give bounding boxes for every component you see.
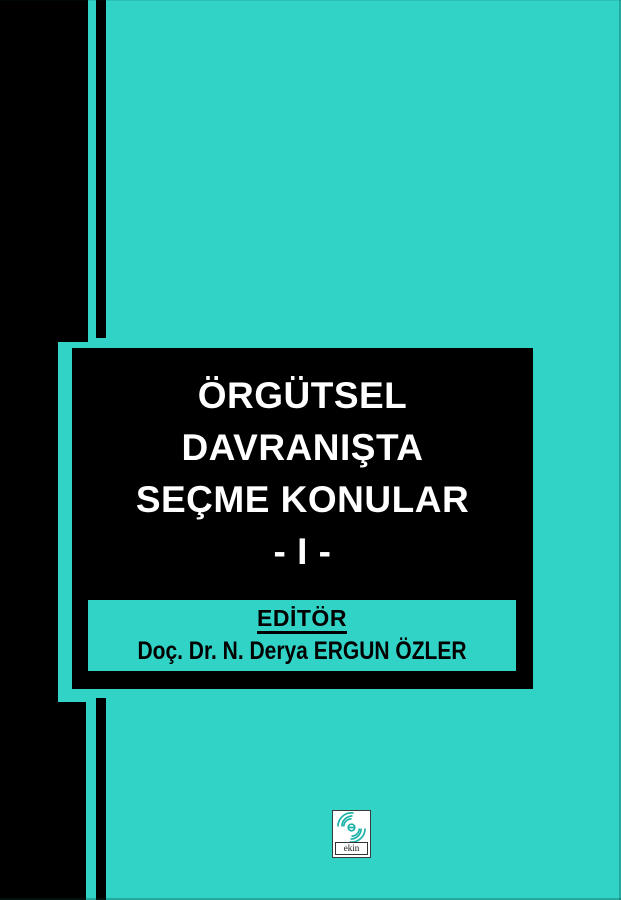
spine-black-band-top [0, 0, 88, 342]
spine-pinstripe-top [96, 0, 106, 338]
title-line-volume: - I - [273, 531, 332, 572]
book-title [72, 348, 533, 600]
editor-label: EDİTÖR [257, 607, 347, 634]
title-box [72, 348, 533, 689]
ekin-emblem-icon [337, 812, 366, 843]
title-line-3: SEÇME KONULAR [135, 479, 470, 520]
publisher-name-text: ekin [343, 843, 360, 853]
title-line-1: ÖRGÜTSEL [197, 375, 408, 416]
editor-name: Doç. Dr. N. Derya ERGUN ÖZLER [137, 637, 467, 665]
spine-pinstripe-bottom [96, 698, 106, 900]
editor-panel [88, 600, 516, 671]
publisher-logo [332, 810, 371, 858]
publisher-name [335, 842, 368, 855]
spine-black-band-bottom [0, 702, 86, 900]
title-line-2: DAVRANIŞTA [181, 427, 424, 468]
